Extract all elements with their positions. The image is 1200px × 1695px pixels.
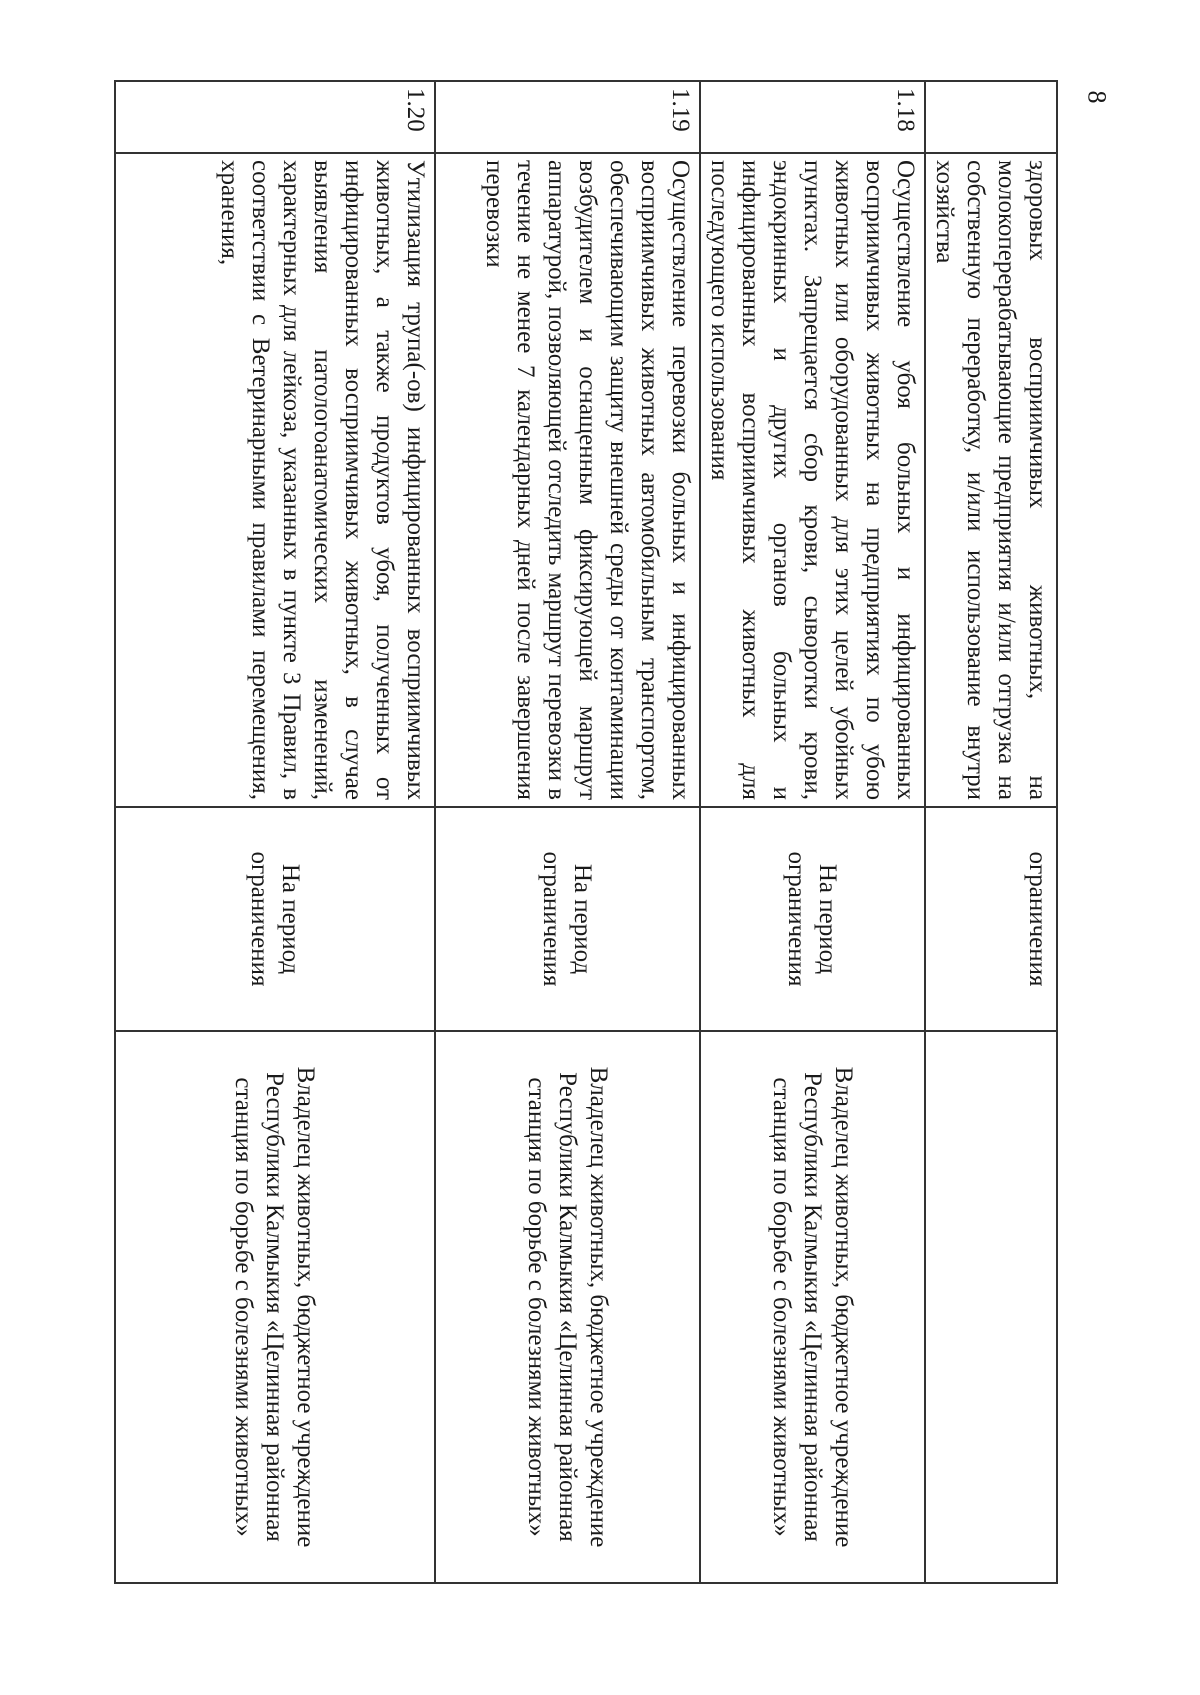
- period-cell: ограничения: [925, 807, 1057, 1031]
- table-row: [700, 81, 925, 1583]
- responsible-cell: Владелец животных, бюджетное учреждение Республики Калмыкия «Целинная районная станция по борьбе с болезнями животных»: [700, 1031, 925, 1583]
- responsible-cell: [925, 1031, 1057, 1583]
- measure-cell: Осуществление убоя больных и инфицированных восприимчивых животных на предприятиях по убою животных или оборудованных для этих целей убойных пунктах. Запрещается сбор крови, сыворотки крови, эндокринных и других органов больных и инфицированных восприимчивых животных для последующего использования: [700, 153, 925, 807]
- measure-cell: здоровых восприимчивых животных, на молокоперерабатывающие предприятия и/или отгрузка на собственную переработку, и/или использование внутри хозяйства: [925, 153, 1057, 807]
- measure-cell: Осуществление перевозки больных и инфицированных восприимчивых животных автомобильным транспортом, обеспечивающим защиту внешней среды от контаминации возбудителем и оснащенным фиксирующей маршрут аппаратурой, позволяющей отследить маршрут перевозки в течение не менее 7 календарных дней после завершения перевозки: [435, 153, 700, 807]
- table-row: [925, 81, 1057, 1583]
- period-cell: На период ограничения: [435, 807, 700, 1031]
- page-number: 8: [1082, 90, 1112, 104]
- table-row: [115, 81, 435, 1583]
- responsible-cell: Владелец животных, бюджетное учреждение Республики Калмыкия «Целинная районная станция по борьбе с болезнями животных»: [115, 1031, 435, 1583]
- row-number-cell: 1.20: [115, 81, 435, 153]
- period-cell: На период ограничения: [115, 807, 435, 1031]
- responsible-cell: Владелец животных, бюджетное учреждение Республики Калмыкия «Целинная районная станция по борьбе с болезнями животных»: [435, 1031, 700, 1583]
- row-number-cell: 1.19: [435, 81, 700, 153]
- rotated-page-content: [146, 80, 1058, 1584]
- row-number-cell: [925, 81, 1057, 153]
- table-row: [435, 81, 700, 1583]
- measure-cell: Утилизация трупа(-ов) инфицированных восприимчивых животных, а также продуктов убоя, полученных от инфицированных восприимчивых животных, в случае выявления патологоанатомических изменений, характерных для лейкоза, указанных в пункте 3 Правил, в соответствии с Ветеринарными правилами перемещения, хранения,: [115, 153, 435, 807]
- measures-table: [114, 80, 1058, 1584]
- row-number-cell: 1.18: [700, 81, 925, 153]
- period-cell: На период ограничения: [700, 807, 925, 1031]
